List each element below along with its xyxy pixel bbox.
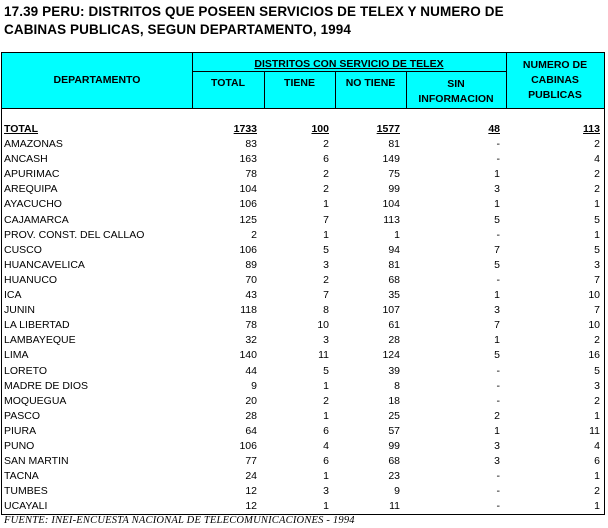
row-sin-informacion: 1 (494, 424, 500, 437)
row-tiene: 2 (323, 394, 329, 407)
header-divider (335, 71, 336, 108)
row-no-tiene: 107 (382, 304, 400, 317)
row-cabinas: 2 (594, 168, 600, 181)
row-cabinas: 1 (594, 500, 600, 513)
source-footnote: FUENTE: INEI-ENCUESTA NACIONAL DE TELECOMUNICACIONES - 1994 (4, 515, 355, 526)
row-departamento: PIURA (4, 424, 37, 437)
row-sin-informacion: 3 (494, 455, 500, 468)
row-cabinas: 5 (594, 243, 600, 256)
header-divider (192, 71, 506, 72)
row-cabinas: 3 (594, 379, 600, 392)
row-total: 78 (245, 319, 257, 332)
row-tiene: 1 (323, 198, 329, 211)
row-no-tiene: 104 (382, 198, 400, 211)
row-cabinas: 6 (594, 455, 600, 468)
row-tiene: 3 (323, 485, 329, 498)
row-departamento: LA LIBERTAD (4, 319, 70, 332)
row-total: 125 (239, 213, 257, 226)
row-departamento: TOTAL (4, 123, 39, 135)
row-sin-informacion: 5 (494, 213, 500, 226)
row-sin-informacion: 5 (494, 258, 500, 271)
table-row (2, 379, 604, 394)
row-total: 28 (245, 409, 257, 422)
row-cabinas: 2 (594, 394, 600, 407)
header-group-label: DISTRITOS CON SERVICIO DE TELEX (254, 58, 444, 70)
row-sin-informacion: - (496, 153, 500, 166)
row-departamento: LIMA (4, 349, 29, 362)
header-departamento: DEPARTAMENTO (53, 74, 141, 86)
row-no-tiene: 99 (388, 183, 400, 196)
table-title (4, 3, 604, 39)
row-tiene: 4 (323, 440, 329, 452)
row-total: 12 (245, 500, 257, 513)
table-row (2, 454, 604, 469)
row-total: 43 (245, 289, 257, 301)
row-no-tiene: 68 (388, 455, 400, 468)
row-sin-informacion: - (496, 273, 500, 286)
row-total: 9 (251, 379, 257, 392)
row-tiene: 6 (323, 153, 329, 166)
row-departamento: SAN MARTIN (4, 455, 69, 468)
row-sin-informacion: - (496, 394, 500, 407)
header-divider (192, 53, 193, 108)
row-departamento: PROV. CONST. DEL CALLAO (4, 228, 145, 241)
row-no-tiene: 99 (388, 440, 400, 452)
row-total: 12 (245, 485, 257, 498)
row-tiene: 1 (323, 228, 329, 241)
table-row (2, 167, 604, 182)
row-total: 163 (239, 153, 257, 166)
row-sin-informacion: 1 (494, 334, 500, 347)
row-cabinas: 5 (594, 364, 600, 377)
title-line-1: 17.39 PERU: DISTRITOS QUE POSEEN SERVICIOS DE TELEX Y NUMERO DE (4, 4, 504, 19)
row-sin-informacion: 3 (494, 183, 500, 196)
row-no-tiene: 1577 (376, 123, 400, 135)
row-sin-informacion: 5 (494, 349, 500, 362)
table-row (2, 394, 604, 409)
row-sin-informacion: 3 (494, 440, 500, 452)
table-row (2, 409, 604, 424)
row-total: 106 (239, 198, 257, 211)
header-divider (264, 71, 265, 108)
table-row (2, 152, 604, 167)
statistics-table (1, 52, 605, 515)
row-sin-informacion: - (496, 379, 500, 392)
row-no-tiene: 35 (388, 289, 400, 301)
row-departamento: AYACUCHO (4, 198, 62, 211)
table-row (2, 182, 604, 197)
row-no-tiene: 94 (388, 243, 400, 256)
row-total: 118 (240, 304, 257, 317)
row-tiene: 6 (323, 455, 329, 468)
row-sin-informacion: - (496, 138, 500, 150)
row-sin-informacion: 48 (488, 123, 500, 135)
header-total: TOTAL (210, 77, 246, 89)
total-row (2, 122, 604, 137)
row-tiene: 3 (323, 258, 329, 271)
row-tiene: 7 (323, 289, 329, 301)
row-departamento: LAMBAYEQUE (4, 334, 76, 347)
row-tiene: 1 (323, 379, 329, 392)
row-sin-informacion: 3 (494, 304, 500, 317)
row-total: 104 (239, 183, 257, 196)
row-departamento: AREQUIPA (4, 183, 58, 196)
row-total: 70 (245, 273, 257, 286)
row-total: 2 (251, 228, 257, 241)
row-tiene: 100 (311, 123, 329, 135)
row-tiene: 11 (318, 349, 329, 362)
row-total: 78 (245, 168, 257, 181)
row-tiene: 8 (323, 304, 329, 317)
row-departamento: CAJAMARCA (4, 213, 69, 226)
row-no-tiene: 113 (383, 213, 400, 226)
header-divider (506, 53, 507, 108)
row-departamento: ICA (4, 289, 22, 301)
row-total: 64 (245, 424, 257, 437)
row-no-tiene: 75 (388, 168, 400, 181)
row-cabinas: 7 (594, 304, 600, 317)
row-total: 44 (245, 364, 257, 377)
row-sin-informacion: 1 (494, 289, 500, 301)
table-row (2, 288, 604, 303)
row-sin-informacion: 1 (494, 168, 500, 181)
header-numero-cabinas: NUMERO DE CABINAS PUBLICAS (522, 59, 588, 101)
row-sin-informacion: - (496, 364, 500, 377)
table-row (2, 439, 604, 454)
table-row (2, 228, 604, 243)
row-total: 77 (245, 455, 257, 468)
header-sin-informacion: SIN INFORMACION (418, 77, 494, 105)
row-sin-informacion: - (496, 500, 500, 513)
row-tiene: 10 (317, 319, 329, 332)
row-tiene: 2 (323, 138, 329, 150)
row-cabinas: 2 (594, 183, 600, 196)
row-no-tiene: 9 (394, 485, 400, 498)
row-cabinas: 4 (594, 440, 600, 452)
row-departamento: AMAZONAS (4, 138, 63, 150)
row-cabinas: 11 (589, 424, 600, 437)
row-no-tiene: 11 (389, 500, 400, 513)
row-departamento: JUNIN (4, 304, 35, 317)
row-total: 32 (245, 334, 257, 347)
row-no-tiene: 81 (388, 138, 400, 150)
row-tiene: 1 (323, 409, 329, 422)
table-row (2, 348, 604, 363)
row-cabinas: 10 (588, 319, 600, 332)
row-total: 83 (245, 138, 257, 150)
row-total: 89 (245, 258, 257, 271)
row-cabinas: 7 (594, 273, 600, 286)
header-no-tiene: NO TIENE (345, 77, 396, 89)
row-cabinas: 2 (594, 485, 600, 498)
row-no-tiene: 57 (388, 424, 400, 437)
row-no-tiene: 25 (388, 409, 400, 422)
table-row (2, 273, 604, 288)
row-tiene: 1 (323, 500, 329, 513)
table-row (2, 258, 604, 273)
row-departamento: PASCO (4, 409, 40, 422)
row-departamento: UCAYALI (4, 500, 48, 513)
row-departamento: HUANUCO (4, 273, 58, 286)
row-total: 106 (239, 243, 257, 256)
table-row (2, 197, 604, 212)
row-departamento: MOQUEGUA (4, 394, 67, 407)
row-total: 106 (239, 440, 257, 452)
row-departamento: PUNO (4, 440, 35, 452)
row-departamento: HUANCAVELICA (4, 258, 85, 271)
row-cabinas: 1 (594, 228, 600, 241)
row-total: 140 (239, 349, 257, 362)
row-cabinas: 2 (594, 334, 600, 347)
row-tiene: 2 (323, 273, 329, 286)
table-row (2, 213, 604, 228)
row-tiene: 3 (323, 334, 329, 347)
row-no-tiene: 18 (388, 394, 400, 407)
row-no-tiene: 28 (388, 334, 400, 347)
row-departamento: MADRE DE DIOS (4, 379, 89, 392)
row-sin-informacion: 7 (494, 243, 500, 256)
row-tiene: 1 (323, 470, 329, 483)
row-sin-informacion: 2 (494, 409, 500, 422)
header-group-distritos (192, 53, 506, 71)
row-no-tiene: 124 (382, 349, 400, 362)
row-departamento: TACNA (4, 470, 39, 483)
table-header (2, 53, 604, 109)
row-no-tiene: 61 (388, 319, 400, 332)
table-row (2, 469, 604, 484)
header-tiene: TIENE (284, 77, 315, 89)
row-total: 20 (245, 394, 257, 407)
row-no-tiene: 8 (394, 379, 400, 392)
table-row (2, 243, 604, 258)
row-sin-informacion: - (496, 228, 500, 241)
table-row (2, 499, 604, 514)
row-tiene: 7 (323, 213, 329, 226)
row-cabinas: 113 (583, 123, 600, 135)
table-row (2, 303, 604, 318)
row-cabinas: 1 (594, 409, 600, 422)
table-row (2, 424, 604, 439)
row-total: 1733 (233, 123, 257, 135)
row-tiene: 5 (323, 243, 329, 256)
row-departamento: LORETO (4, 364, 47, 377)
row-no-tiene: 39 (388, 364, 400, 377)
row-no-tiene: 23 (388, 470, 400, 483)
row-cabinas: 2 (594, 138, 600, 150)
row-cabinas: 3 (594, 258, 600, 271)
row-tiene: 5 (323, 364, 329, 377)
row-no-tiene: 149 (382, 153, 400, 166)
header-divider (406, 71, 407, 108)
row-sin-informacion: 7 (494, 319, 500, 332)
row-cabinas: 10 (588, 289, 600, 301)
row-departamento: APURIMAC (4, 168, 60, 181)
row-total: 24 (245, 470, 257, 483)
row-no-tiene: 68 (388, 273, 400, 286)
row-sin-informacion: - (496, 485, 500, 498)
table-row (2, 333, 604, 348)
row-tiene: 2 (323, 168, 329, 181)
table-row (2, 364, 604, 379)
row-tiene: 2 (323, 183, 329, 196)
row-cabinas: 5 (594, 213, 600, 226)
row-departamento: TUMBES (4, 485, 48, 498)
row-cabinas: 16 (588, 349, 600, 362)
row-departamento: CUSCO (4, 243, 42, 256)
title-line-2: CABINAS PUBLICAS, SEGUN DEPARTAMENTO, 1994 (4, 22, 351, 37)
table-row (2, 137, 604, 152)
table-row (2, 484, 604, 499)
table-row (2, 318, 604, 333)
row-sin-informacion: 1 (494, 198, 500, 211)
row-cabinas: 1 (594, 198, 600, 211)
row-no-tiene: 1 (394, 228, 400, 241)
row-departamento: ANCASH (4, 153, 48, 166)
row-tiene: 6 (323, 424, 329, 437)
row-cabinas: 1 (594, 470, 600, 483)
row-sin-informacion: - (496, 470, 500, 483)
row-no-tiene: 81 (388, 258, 400, 271)
row-cabinas: 4 (594, 153, 600, 166)
